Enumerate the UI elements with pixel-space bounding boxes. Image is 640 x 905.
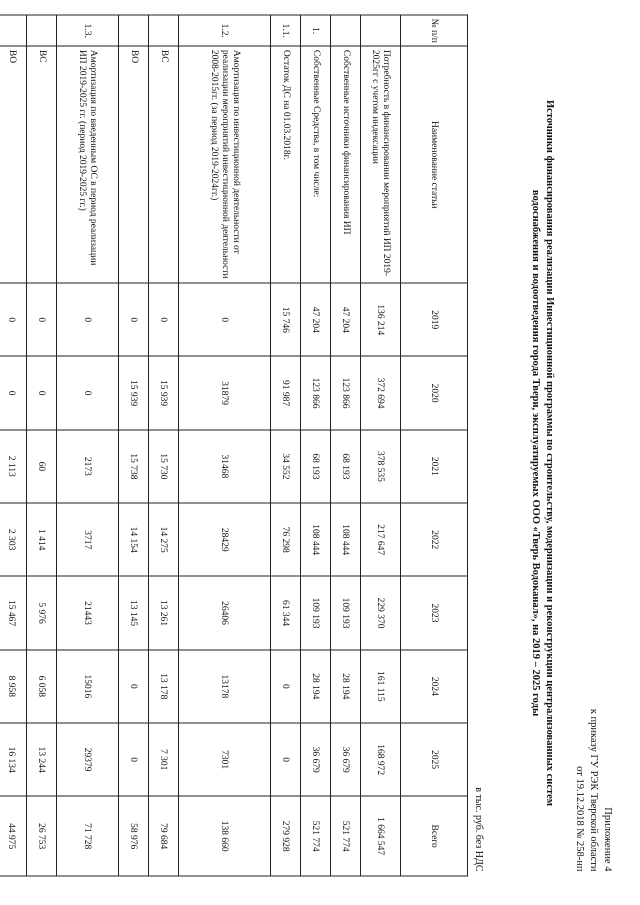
row-year-cell: 34 552 [271, 429, 301, 502]
row-year-cell: 0 [0, 283, 27, 356]
table-row [57, 15, 119, 876]
row-year-cell: 0 [149, 283, 179, 356]
row-year-cell: 13 145 [119, 576, 149, 649]
column-header: № п/п [401, 15, 468, 46]
row-year-cell: 14 275 [149, 503, 179, 576]
title-line-2: водоснабжения и водоотведения города Твери, эксплуатируемых ООО «Тверь Водоканал», на 2019 – 2025 годы [530, 189, 541, 716]
table-row [27, 15, 57, 876]
row-year-cell: 2 303 [0, 503, 27, 576]
row-index [149, 15, 179, 46]
row-name: Амортизация по введенным ОС в период реализации ИП 2019-2025 гг. (период 2019-2025 гг.) [57, 46, 119, 283]
row-year-cell: 1 414 [27, 503, 57, 576]
row-year-cell: 108 444 [331, 503, 361, 576]
column-header: Наименование статьи [401, 46, 468, 283]
row-year-cell: 13 244 [27, 723, 57, 796]
row-year-cell: 168 972 [361, 723, 401, 796]
row-index [361, 15, 401, 46]
row-total-cell: 79 684 [149, 796, 179, 876]
row-year-cell: 15 730 [149, 429, 179, 502]
table-row [331, 15, 361, 876]
row-year-cell: 61 344 [271, 576, 301, 649]
row-year-cell: 372 694 [361, 356, 401, 429]
row-name: Собственные источники финансирования ИП [331, 46, 361, 283]
row-year-cell: 91 987 [271, 356, 301, 429]
row-year-cell: 60 [27, 429, 57, 502]
row-year-cell: 31468 [179, 429, 271, 502]
row-total-cell: 521 774 [301, 796, 331, 876]
table-row [149, 15, 179, 876]
row-index [27, 15, 57, 46]
row-year-cell: 136 214 [361, 283, 401, 356]
order-date: от 19.12.2018 № 258-нп [574, 765, 585, 871]
row-year-cell: 47 204 [331, 283, 361, 356]
row-total-cell: 71 728 [57, 796, 119, 876]
order-reference: к приказу ГУ РЭК Тверской области [588, 708, 599, 871]
row-total-cell: 26 753 [27, 796, 57, 876]
row-year-cell: 7 301 [149, 723, 179, 796]
row-year-cell: 0 [119, 649, 149, 722]
document-header [572, 708, 614, 871]
row-index [0, 15, 27, 46]
row-name: ВО [0, 46, 27, 283]
row-year-cell: 15 738 [119, 429, 149, 502]
row-year-cell: 36 679 [331, 723, 361, 796]
row-total-cell: 279 928 [271, 796, 301, 876]
column-header: 2021 [401, 429, 468, 502]
row-year-cell: 0 [271, 723, 301, 796]
row-year-cell: 161 115 [361, 649, 401, 722]
appendix-label: Приложение 4 [602, 806, 613, 871]
row-year-cell: 68 193 [301, 429, 331, 502]
row-year-cell: 0 [27, 283, 57, 356]
row-index: 1. [301, 15, 331, 46]
row-year-cell: 14 154 [119, 503, 149, 576]
row-name: Потребность в финансировании мероприятий ИП 2019-2025гг с учетом индексации [361, 46, 401, 283]
row-year-cell: 47 204 [301, 283, 331, 356]
table-row [361, 15, 401, 876]
column-header: 2025 [401, 723, 468, 796]
row-index: 1.2. [179, 15, 271, 46]
row-year-cell: 2 113 [0, 429, 27, 502]
row-year-cell: 15016 [57, 649, 119, 722]
row-total-cell: 1 664 547 [361, 796, 401, 876]
column-header: 2019 [401, 283, 468, 356]
row-year-cell: 15 939 [149, 356, 179, 429]
row-year-cell: 13 261 [149, 576, 179, 649]
row-year-cell: 15 746 [271, 283, 301, 356]
table-row [301, 15, 331, 876]
row-name: Остаток ДС на 01.03.2018г. [271, 46, 301, 283]
row-year-cell: 6 058 [27, 649, 57, 722]
row-year-cell: 0 [179, 283, 271, 356]
row-year-cell: 21443 [57, 576, 119, 649]
column-header: 2020 [401, 356, 468, 429]
row-year-cell: 28429 [179, 503, 271, 576]
row-year-cell: 0 [0, 356, 27, 429]
row-name: ВС [149, 46, 179, 283]
row-year-cell: 16 134 [0, 723, 27, 796]
row-total-cell: 58 976 [119, 796, 149, 876]
column-header: 2022 [401, 503, 468, 576]
title-line-1: Источники финансирования реализации Инвестиционной программы по строительству, модернизации и реконструкции централизованных систем [544, 99, 555, 806]
row-index [119, 15, 149, 46]
row-year-cell: 26406 [179, 576, 271, 649]
row-year-cell: 8 958 [0, 649, 27, 722]
row-year-cell: 2173 [57, 429, 119, 502]
row-year-cell: 29379 [57, 723, 119, 796]
row-year-cell: 13178 [179, 649, 271, 722]
row-name: Амортизация по инвестиционной деятельности от реализации мероприятий инвестиционной деятельности 2008-2015гг. (за период 2019-2024гг.) [179, 46, 271, 283]
row-year-cell: 123 866 [331, 356, 361, 429]
row-year-cell: 0 [57, 356, 119, 429]
row-year-cell: 108 444 [301, 503, 331, 576]
row-year-cell: 123 866 [301, 356, 331, 429]
column-header: 2023 [401, 576, 468, 649]
column-header: 2024 [401, 649, 468, 722]
row-year-cell: 5 976 [27, 576, 57, 649]
row-year-cell: 109 193 [331, 576, 361, 649]
row-year-cell: 28 194 [331, 649, 361, 722]
row-year-cell: 36 679 [301, 723, 331, 796]
table-row [271, 15, 301, 876]
table-header-row [401, 15, 468, 876]
table-row [0, 15, 27, 876]
table-row [119, 15, 149, 876]
row-year-cell: 3717 [57, 503, 119, 576]
row-name: ВС [27, 46, 57, 283]
financing-table [0, 14, 468, 876]
row-year-cell: 0 [271, 649, 301, 722]
row-year-cell: 15 467 [0, 576, 27, 649]
row-year-cell: 217 647 [361, 503, 401, 576]
row-year-cell: 109 193 [301, 576, 331, 649]
row-index: 1.3. [57, 15, 119, 46]
row-year-cell: 378 535 [361, 429, 401, 502]
document-title [528, 60, 556, 845]
row-year-cell: 15 939 [119, 356, 149, 429]
row-year-cell: 31879 [179, 356, 271, 429]
row-name: Собственные Средства, в том числе: [301, 46, 331, 283]
row-year-cell: 7301 [179, 723, 271, 796]
units-note: в тыс. руб. без НДС [473, 786, 484, 871]
row-year-cell: 0 [119, 723, 149, 796]
row-year-cell: 0 [27, 356, 57, 429]
row-year-cell: 13 178 [149, 649, 179, 722]
row-year-cell: 0 [119, 283, 149, 356]
row-name: ВО [119, 46, 149, 283]
row-year-cell: 229 370 [361, 576, 401, 649]
row-year-cell: 68 193 [331, 429, 361, 502]
row-total-cell: 44 975 [0, 796, 27, 876]
table-row [179, 15, 271, 876]
row-year-cell: 0 [57, 283, 119, 356]
table-body [0, 15, 401, 876]
row-year-cell: 76 298 [271, 503, 301, 576]
row-total-cell: 138 660 [179, 796, 271, 876]
row-total-cell: 521 774 [331, 796, 361, 876]
column-header: Всего [401, 796, 468, 876]
row-year-cell: 28 194 [301, 649, 331, 722]
row-index [331, 15, 361, 46]
row-index: 1.1. [271, 15, 301, 46]
